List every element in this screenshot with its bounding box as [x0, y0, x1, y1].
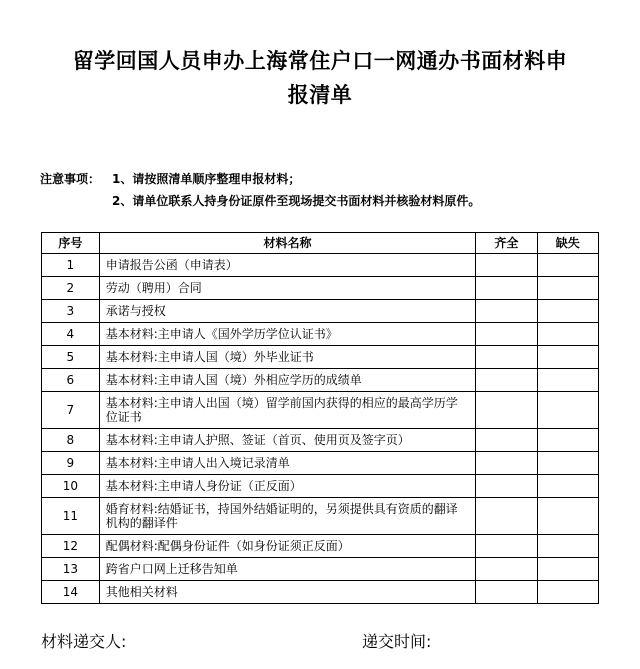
row-missing-checkbox[interactable]: [537, 535, 598, 558]
row-index: 13: [42, 558, 100, 581]
table-row: [42, 392, 599, 429]
row-material-name: 婚育材料:结婚证书，持国外结婚证明的，另须提供具有资质的翻译机构的翻译件: [99, 498, 476, 535]
row-material-name: 基本材料:主申请人出入境记录清单: [99, 452, 476, 475]
row-index: 14: [42, 581, 100, 604]
table-row: [42, 323, 599, 346]
row-index: 4: [42, 323, 100, 346]
row-material-name: 基本材料:主申请人国（境）外相应学历的成绩单: [99, 369, 476, 392]
notes-label: 注意事项：: [40, 172, 101, 186]
row-missing-checkbox[interactable]: [537, 452, 598, 475]
row-complete-checkbox[interactable]: [476, 254, 537, 277]
row-material-name: 基本材料:主申请人身份证（正反面）: [99, 475, 476, 498]
table-row: [42, 277, 599, 300]
row-index: 3: [42, 300, 100, 323]
table-row: [42, 254, 599, 277]
title-line-2: 报清单: [287, 83, 353, 107]
row-complete-checkbox[interactable]: [476, 581, 537, 604]
row-material-name: 基本材料:主申请人国（境）外毕业证书: [99, 346, 476, 369]
row-complete-checkbox[interactable]: [476, 429, 537, 452]
row-missing-checkbox[interactable]: [537, 323, 598, 346]
row-complete-checkbox[interactable]: [476, 498, 537, 535]
title-line-1: 留学回国人员申办上海常住户口一网通办书面材料申: [72, 49, 568, 73]
notes-section: [40, 168, 480, 212]
table-row: [42, 346, 599, 369]
row-index: 6: [42, 369, 100, 392]
row-missing-checkbox[interactable]: [537, 254, 598, 277]
table-row: [42, 558, 599, 581]
row-material-name: 配偶材料:配偶身份证件（如身份证须正反面）: [99, 535, 476, 558]
table-row: [42, 369, 599, 392]
row-complete-checkbox[interactable]: [476, 277, 537, 300]
header-material-name: 材料名称: [99, 233, 476, 254]
row-complete-checkbox[interactable]: [476, 392, 537, 429]
row-complete-checkbox[interactable]: [476, 300, 537, 323]
table-row: [42, 452, 599, 475]
row-material-name: 基本材料:主申请人护照、签证（首页、使用页及签字页）: [99, 429, 476, 452]
submitter-label: 材料递交人:: [41, 632, 127, 651]
row-complete-checkbox[interactable]: [476, 346, 537, 369]
row-index: 9: [42, 452, 100, 475]
submit-time-label: 递交时间:: [362, 632, 432, 651]
row-material-name: 承诺与授权: [99, 300, 476, 323]
row-missing-checkbox[interactable]: [537, 498, 598, 535]
header-complete: 齐全: [476, 233, 537, 254]
row-missing-checkbox[interactable]: [537, 369, 598, 392]
row-index: 7: [42, 392, 100, 429]
row-index: 2: [42, 277, 100, 300]
row-missing-checkbox[interactable]: [537, 392, 598, 429]
note-item-1: 1、请按照清单顺序整理申报材料；: [112, 172, 301, 186]
row-material-name: 申请报告公函（申请表）: [99, 254, 476, 277]
note-item-2: 2、请单位联系人持身份证原件至现场提交书面材料并核验材料原件。: [112, 194, 481, 208]
row-complete-checkbox[interactable]: [476, 475, 537, 498]
table-row: [42, 475, 599, 498]
row-index: 12: [42, 535, 100, 558]
row-missing-checkbox[interactable]: [537, 581, 598, 604]
table-header-row: [42, 233, 599, 254]
row-index: 11: [42, 498, 100, 535]
row-material-name: 基本材料:主申请人《国外学历学位认证书》: [99, 323, 476, 346]
row-index: 1: [42, 254, 100, 277]
row-missing-checkbox[interactable]: [537, 346, 598, 369]
row-index: 5: [42, 346, 100, 369]
header-missing: 缺失: [537, 233, 598, 254]
row-missing-checkbox[interactable]: [537, 475, 598, 498]
row-material-name: 跨省户口网上迁移告知单: [99, 558, 476, 581]
row-missing-checkbox[interactable]: [537, 300, 598, 323]
table-row: [42, 535, 599, 558]
row-complete-checkbox[interactable]: [476, 369, 537, 392]
row-index: 8: [42, 429, 100, 452]
row-index: 10: [42, 475, 100, 498]
row-complete-checkbox[interactable]: [476, 452, 537, 475]
header-index: 序号: [42, 233, 100, 254]
document-title: [30, 44, 610, 112]
materials-table: [41, 232, 599, 604]
row-missing-checkbox[interactable]: [537, 277, 598, 300]
row-material-name: 劳动（聘用）合同: [99, 277, 476, 300]
table-row: [42, 498, 599, 535]
table-row: [42, 581, 599, 604]
row-complete-checkbox[interactable]: [476, 558, 537, 581]
table-row: [42, 300, 599, 323]
row-complete-checkbox[interactable]: [476, 323, 537, 346]
row-missing-checkbox[interactable]: [537, 558, 598, 581]
row-complete-checkbox[interactable]: [476, 535, 537, 558]
row-missing-checkbox[interactable]: [537, 429, 598, 452]
row-material-name: 基本材料:主申请人出国（境）留学前国内获得的相应的最高学历学位证书: [99, 392, 476, 429]
row-material-name: 其他相关材料: [99, 581, 476, 604]
table-row: [42, 429, 599, 452]
